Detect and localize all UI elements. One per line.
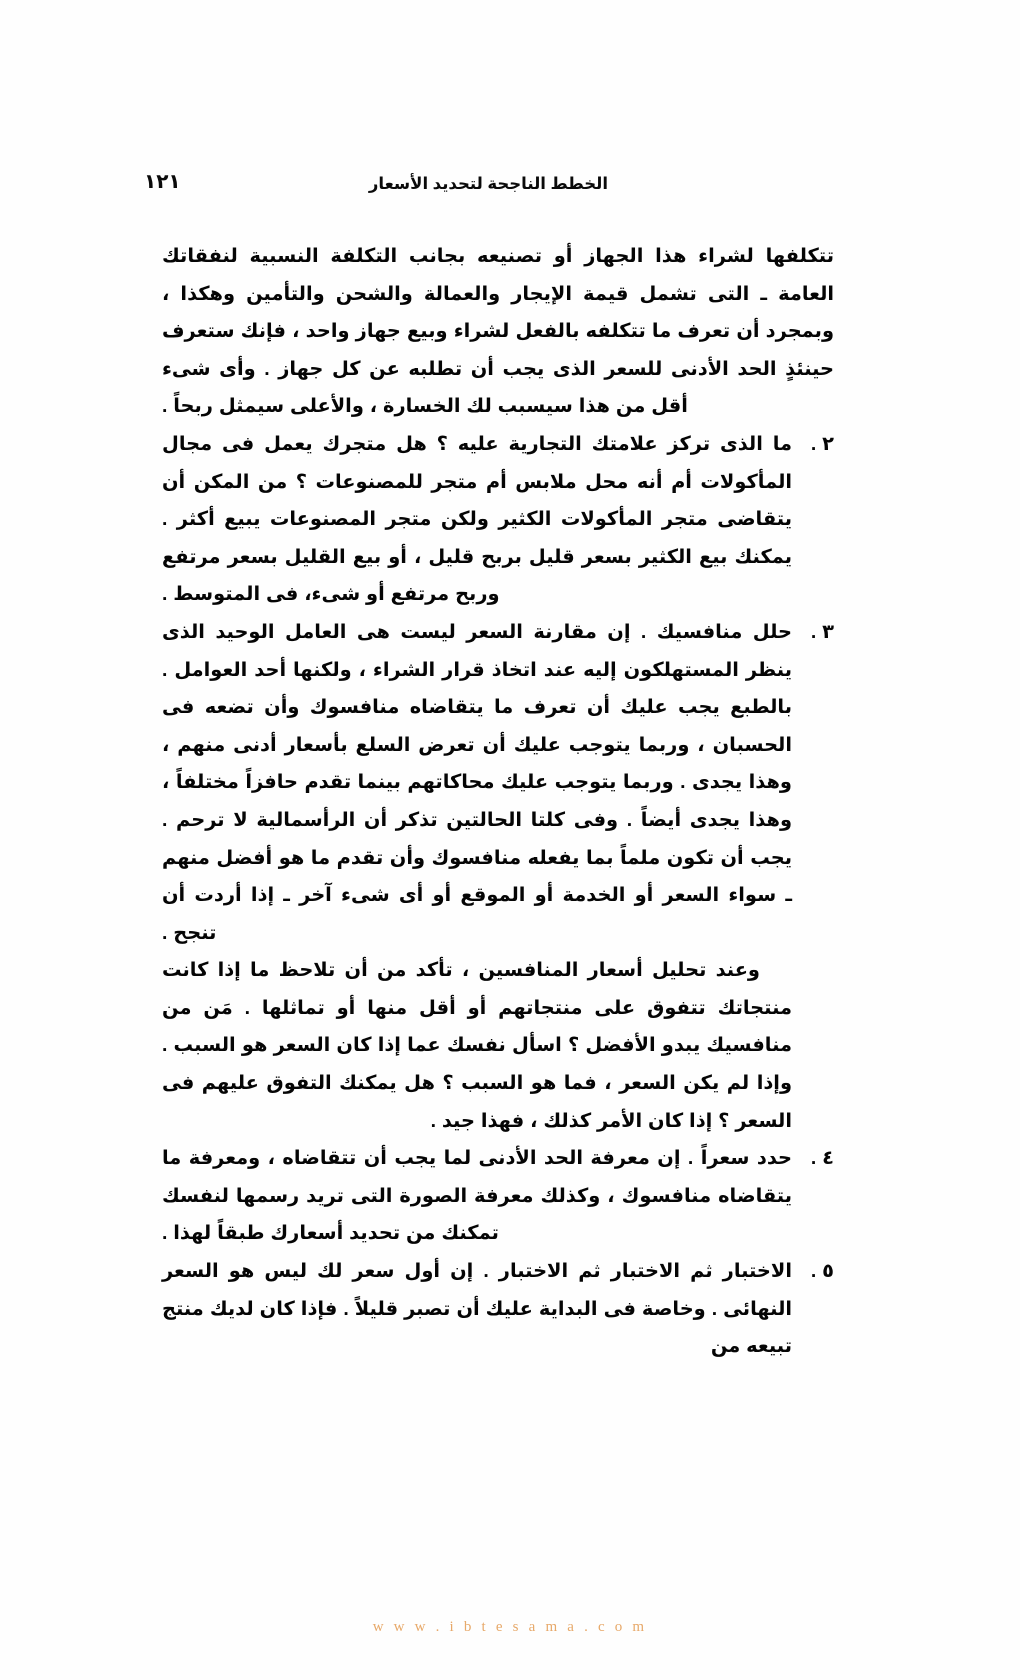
list-item-text: الاختبار ثم الاختبار ثم الاختبار . إن أول سعر لك ليس هو السعر النهائى . وخاصة فى البداية عليك أن تصبر قليلاً . فإذا كان لديك منتج تبيعه من (162, 1260, 792, 1358)
list-item-text: ما الذى تركز علامتك التجارية عليه ؟ هل متجرك يعمل فى مجال المأكولات أم أنه محل ملابس أم متجر للمصنوعات ؟ من المكن أن يتقاضى متجر المأكولات الكثير ولكن متجر المصنوعات يبيع أكثر . يمكنك بيع الكثير بسعر قليل بربح قليل ، أو بيع القليل بسعر مرتفع وربح مرتفع أو شىء، فى المتوسط . (162, 432, 792, 606)
list-item (162, 1253, 834, 1366)
list-item-text: حدد سعراً . إن معرفة الحد الأدنى لما يجب أن تتقاضاه ، ومعرفة ما يتقاضاه منافسوك ، وكذلك معرفة الصورة التى تريد رسمها لنفسك تمكنك من تحديد أسعارك طبقاً لهذا . (162, 1147, 792, 1245)
list-marker: ٣ . (810, 620, 834, 643)
list-marker: ٢ . (810, 432, 834, 455)
site-watermark: w w w . i b t e s a m a . c o m (372, 1619, 648, 1635)
list-marker: ٤ . (810, 1147, 834, 1170)
list-item (162, 614, 834, 1140)
body-text-column (162, 238, 834, 1366)
list-item-sub-paragraph: وعند تحليل أسعار المنافسين ، تأكد من أن تلاحظ ما إذا كانت منتجاتك تتفوق على منتجاتهم أو أقل منها أو تماثلها . مَن من منافسيك يبدو الأفضل ؟ اسأل نفسك عما إذا كان السعر هو السبب . وإذا لم يكن السعر ، فما هو السبب ؟ هل يمكنك التفوق عليهم فى السعر ؟ إذا كان الأمر كذلك ، فهذا جيد . (162, 959, 792, 1132)
list-item (162, 1140, 834, 1253)
page-number: ١٢١ (144, 171, 181, 193)
list-item-text: حلل منافسيك . إن مقارنة السعر ليست هى العامل الوحيد الذى ينظر المستهلكون إليه عند اتخاذ قرار الشراء ، ولكنها أحد العوامل . بالطبع يجب عليك أن تعرف ما يتقاضاه منافسوك وأن تضعه فى الحسبان ، وربما يتوجب عليك أن تعرض السلع بأسعار أدنى منهم ، وهذا يجدى . وربما يتوجب عليك محاكاتهم بينما تقدم حافزاً مختلفاً ، وهذا يجدى أيضاً . وفى كلتا الحالتين تذكر أن الرأسمالية لا ترحم . يجب أن تكون ملماً بما يفعله منافسوك وأن تقدم ما هو أفضل منهم ـ سواء السعر أو الخدمة أو الموقع أو أى شىء آخر ـ إذا أردت أن تنجح . (162, 620, 792, 944)
page-header (138, 160, 838, 194)
list-marker: ٥ . (810, 1260, 834, 1283)
running-title: الخطط الناجحة لتحديد الأسعار (368, 175, 608, 193)
list-item (162, 426, 834, 614)
lead-paragraph: تتكلفها لشراء هذا الجهاز أو تصنيعه بجانب التكلفة النسبية لنفقاتك العامة ـ التى تشمل قيمة الإيجار والعمالة والشحن والتأمين وهكذا ، وبمجرد أن تعرف ما تتكلفه بالفعل لشراء وبيع جهاز واحد ، فإنك ستعرف حينئذٍ الحد الأدنى للسعر الذى يجب أن تطلبه عن كل جهاز . وأى شىء أقل من هذا سيسبب لك الخسارة ، والأعلى سيمثل ربحاً . (162, 245, 834, 418)
